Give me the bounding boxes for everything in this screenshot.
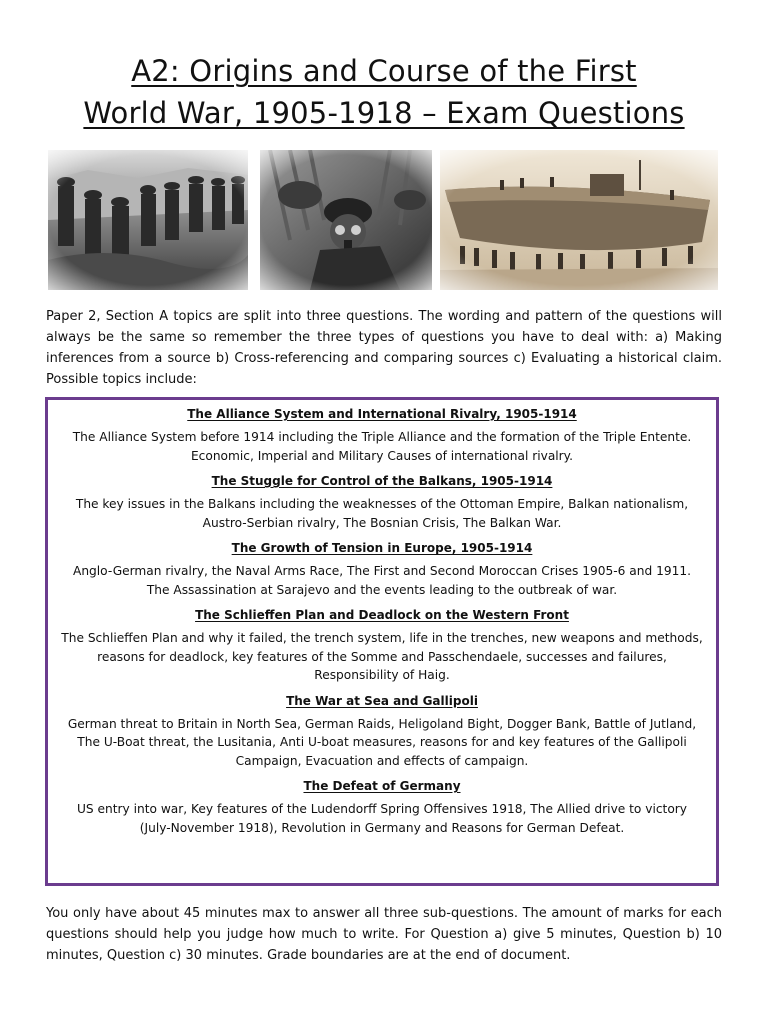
- topic-section: [60, 473, 704, 532]
- beached-u-boat-photo: [440, 150, 718, 290]
- title-line-2: World War, 1905-1918 – Exam Questions: [83, 96, 685, 130]
- topic-section: [60, 540, 704, 599]
- topic-heading: The War at Sea and Gallipoli: [286, 693, 478, 708]
- topic-heading: The Growth of Tension in Europe, 1905-1914: [231, 541, 533, 555]
- topics-box: [45, 397, 719, 886]
- topic-section: [60, 778, 704, 837]
- topic-section: [60, 693, 704, 771]
- topic-section: [60, 406, 704, 465]
- topic-body: Anglo-German rivalry, the Naval Arms Race, The First and Second Moroccan Crises 1905-6 and 1911. The Assassination at Sarajevo and the events leading to the outbreak of war.: [72, 564, 691, 597]
- topic-body: US entry into war, Key features of the Ludendorff Spring Offensives 1918, The Allied drive to victory (July-November 1918), Revolution in Germany and Reasons for German Defeat.: [76, 802, 688, 835]
- closing-paragraph: You only have about 45 minutes max to answer all three sub-questions. The amount of marks for each questions should help you judge how much to write. For Question a) give 5 minutes, Question b) 10 minutes, Question c) 30 minutes. Grade boundaries are at the end of document.: [46, 906, 722, 963]
- topic-body: The key issues in the Balkans including the weaknesses of the Ottoman Empire, Balkan nationalism, Austro-Serbian rivalry, The Bosnian Crisis, The Balkan War.: [75, 497, 689, 530]
- page-title: [30, 50, 738, 134]
- topic-heading: The Defeat of Germany: [303, 779, 461, 793]
- title-line-1: A2: Origins and Course of the First: [131, 54, 637, 88]
- topic-body: The Alliance System before 1914 including the Triple Alliance and the formation of the Triple Entente. Economic, Imperial and Military Causes of international rivalry.: [72, 430, 692, 463]
- topic-heading: The Alliance System and International Rivalry, 1905-1914: [187, 407, 577, 421]
- topic-section: [60, 607, 704, 685]
- gas-mask-soldier-photo: [260, 150, 432, 290]
- topic-body: The Schlieffen Plan and why it failed, the trench system, life in the trenches, new weapons and methods, reasons for deadlock, key features of the Somme and Passchendaele, successes and failures, Responsibility of Haig.: [61, 631, 703, 682]
- trench-soldiers-photo: [48, 150, 248, 290]
- photo-strip: [48, 150, 718, 290]
- topic-heading: The Stuggle for Control of the Balkans, 1905-1914: [211, 474, 553, 488]
- topic-heading: The Schlieffen Plan and Deadlock on the Western Front: [195, 608, 569, 622]
- topic-body: German threat to Britain in North Sea, German Raids, Heligoland Bight, Dogger Bank, Battle of Jutland, The U-Boat threat, the Lusitania, Anti U-boat measures, reasons for and key features of the Gallipoli Campaign, Evacuation and effects of campaign.: [67, 716, 697, 768]
- intro-paragraph: Paper 2, Section A topics are split into three questions. The wording and pattern of the questions will always be the same so remember the three types of questions you have to deal with: a) Making inferences from a source b) Cross-referencing and comparing sources c) Evaluating a historical claim. Possible topics include:: [46, 309, 722, 387]
